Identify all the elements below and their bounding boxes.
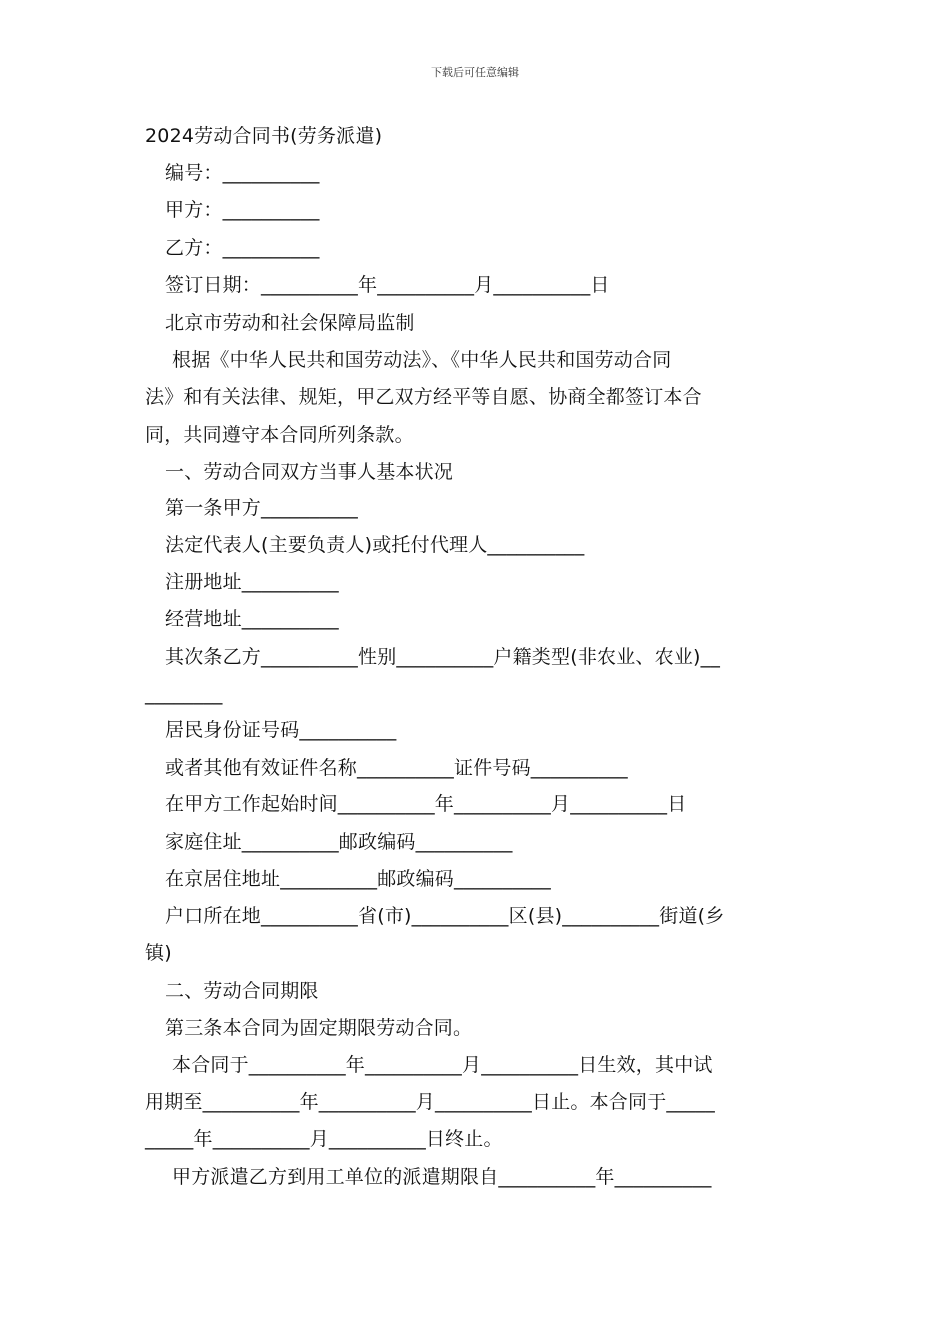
id-number-field: 居民身份证号码__________ <box>165 719 397 741</box>
signing-date-field: 签订日期：__________年__________月__________日 <box>165 274 610 296</box>
number-field: 编号：__________ <box>165 162 320 184</box>
party-b-field: 乙方：__________ <box>165 237 320 259</box>
article-2-party-b: 其次条乙方__________性别__________户籍类型(非农业、农业)__ <box>165 646 721 668</box>
article-3-line: 第三条本合同为固定期限劳动合同。 <box>165 1017 473 1039</box>
home-address-field: 家庭住址__________邮政编码__________ <box>165 831 513 853</box>
preamble-line-2: 法》和有关法律、规矩，甲乙双方经平等自愿、协商全都签订本合 <box>145 386 702 408</box>
preamble-line-1: 根据《中华人民共和国劳动法》、《中华人民共和国劳动合同 <box>172 349 672 371</box>
article-2-continued: ________ <box>145 683 223 705</box>
registered-address-field: 注册地址__________ <box>165 571 339 593</box>
household-registration-continued: 镇) <box>145 942 172 964</box>
start-date-field: 在甲方工作起始时间__________年__________月__________日 <box>165 793 687 815</box>
party-a-field: 甲方：__________ <box>165 199 320 221</box>
article-1-party-a: 第一条甲方__________ <box>165 497 359 519</box>
term-line-3: _____年__________月__________日终止。 <box>145 1128 503 1150</box>
document-title: 2024劳动合同书(劳务派遣) <box>145 125 383 147</box>
household-registration-field: 户口所在地__________省(市)__________区(县)__________街道(乡 <box>165 905 725 927</box>
business-address-field: 经营地址__________ <box>165 608 339 630</box>
legal-representative-field: 法定代表人(主要负责人)或托付代理人__________ <box>165 534 585 556</box>
page-header: 下载后可任意编辑 <box>431 66 519 79</box>
section-1-heading: 一、劳动合同双方当事人基本状况 <box>165 461 454 483</box>
dispatch-period-line: 甲方派遣乙方到用工单位的派遣期限自__________年__________ <box>172 1166 712 1188</box>
term-line-1: 本合同于__________年__________月__________日生效，其中试 <box>172 1054 713 1076</box>
supervisor-line: 北京市劳动和社会保障局监制 <box>165 312 415 334</box>
term-line-2: 用期至__________年__________月__________日止。本合同于_____ <box>145 1091 715 1113</box>
other-id-field: 或者其他有效证件名称__________证件号码__________ <box>165 757 628 779</box>
beijing-address-field: 在京居住地址__________邮政编码__________ <box>165 868 552 890</box>
preamble-line-3: 同，共同遵守本合同所列条款。 <box>145 424 414 446</box>
section-2-heading: 二、劳动合同期限 <box>165 980 319 1002</box>
